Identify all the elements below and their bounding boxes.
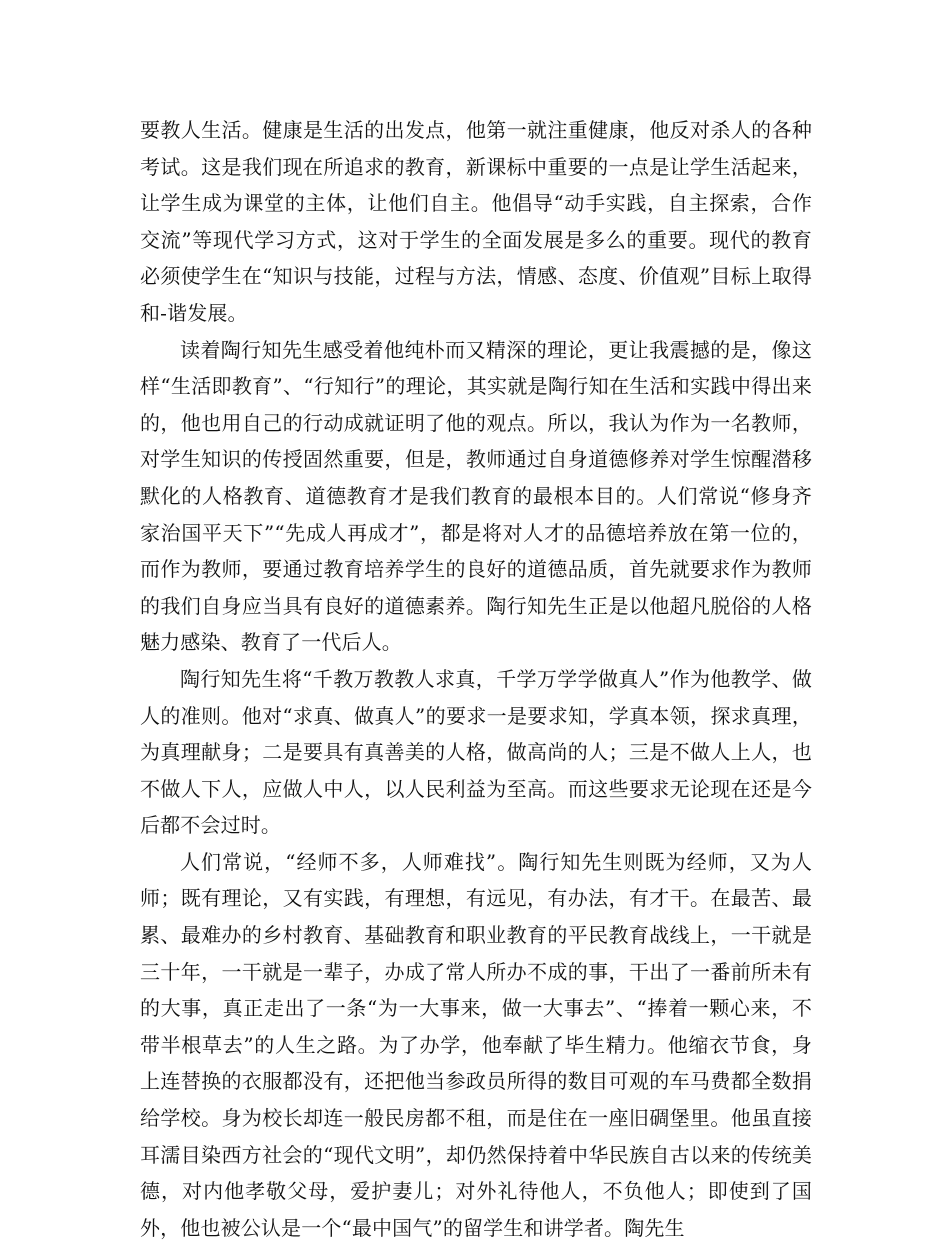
paragraph-4: 人们常说，“经师不多，人师难找”。陶行知先生则既为经师，又为人师；既有理论，又有实践，有理想，有远见，有办法，有才干。在最苦、最累、最难办的乡村教育、基础教育和职业教育的平民教育战线上，一干就是三十年，一干就是一辈子，办成了常人所办不成的事，干出了一番前所未有的大事，真正走出了一条“为一大事来，做一大事去”、“捧着一颗心来，不带半根草去”的人生之路。为了办学，他奉献了毕生精力。他缩衣节食，身上连替换的衣服都没有，还把他当参政员所得的数目可观的车马费都全数捐给学校。身为校长却连一般民房都不租，而是住在一座旧碉堡里。他虽直接耳濡目染西方社会的“现代文明”，却仍然保持着中华民族自古以来的传统美德，对内他孝敬父母，爱护妻儿；对外礼待他人，不负他人；即使到了国外，他也被公认是一个“最中国气”的留学生和讲学者。陶先生 (140, 849, 812, 1240)
paragraph-2: 读着陶行知先生感受着他纯朴而又精深的理论，更让我震撼的是，像这样“生活即教育”、“行知行”的理论，其实就是陶行知在生活和实践中得出来的，他也用自己的行动成就证明了他的观点。所以，我认为作为一名教师，对学生知识的传授固然重要，但是，教师通过自身道德修养对学生惊醒潜移默化的人格教育、道德教育才是我们教育的最根本目的。人们常说“修身齐家治国平天下”“先成人再成才”，都是将对人才的品德培养放在第一位的，而作为教师，要通过教育培养学生的良好的道德品质，首先就要求作为教师的我们自身应当具有良好的道德素养。陶行知先生正是以他超凡脱俗的人格魅力感染、教育了一代后人。 (140, 337, 812, 655)
document-body (140, 112, 812, 1246)
paragraph-1: 要教人生活。健康是生活的出发点，他第一就注重健康，他反对杀人的各种考试。这是我们现在所追求的教育，新课标中重要的一点是让学生活起来，让学生成为课堂的主体，让他们自主。他倡导“动手实践，自主探索，合作交流”等现代学习方式，这对于学生的全面发展是多么的重要。现代的教育必须使学生在“知识与技能，过程与方法，情感、态度、价值观”目标上取得和-谐发展。 (140, 118, 812, 325)
paragraph-3: 陶行知先生将“千教万教教人求真，千学万学学做真人”作为他教学、做人的准则。他对“求真、做真人”的要求一是要求知，学真本领，探求真理，为真理献身；二是要具有真善美的人格，做高尚的人；三是不做人上人，也不做人下人，应做人中人，以人民利益为至高。而这些要求无论现在还是今后都不会过时。 (140, 666, 812, 838)
